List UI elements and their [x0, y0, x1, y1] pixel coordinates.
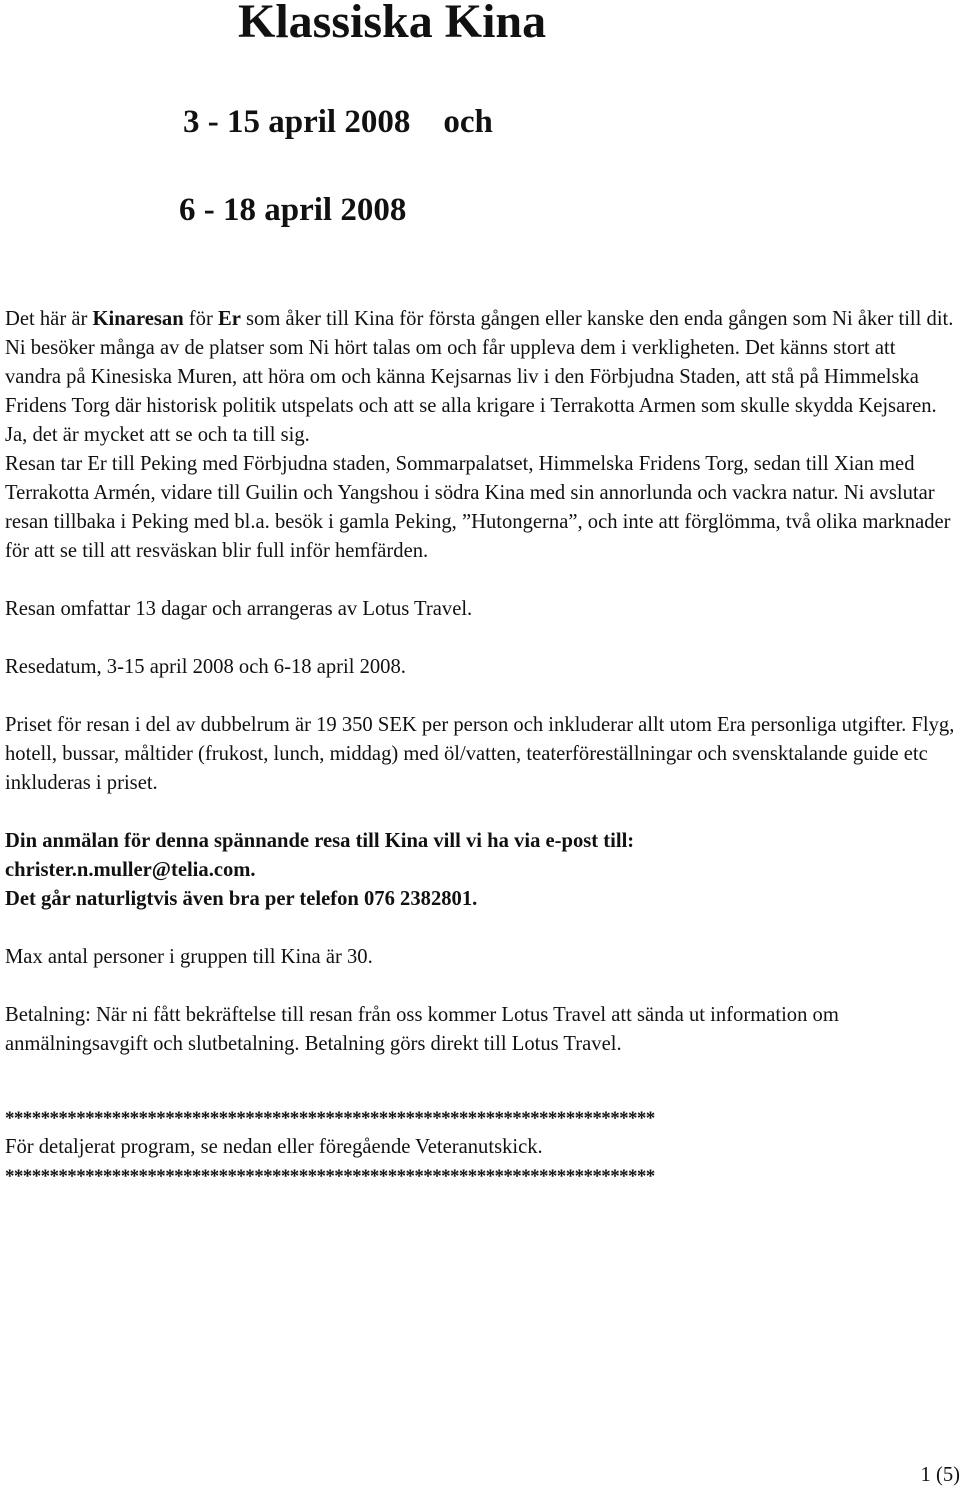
- document-body: [5, 305, 955, 1191]
- date-line-first: 3 - 15 april 2008 och: [183, 104, 493, 140]
- max-persons-paragraph: Max antal personer i gruppen till Kina är 30.: [5, 946, 373, 968]
- duration-paragraph: Resan omfattar 13 dagar och arrangeras av Lotus Travel.: [5, 598, 473, 620]
- registration-email[interactable]: christer.n.muller@telia.com.: [5, 859, 256, 881]
- intro-text-2: för: [183, 308, 218, 330]
- program-note: För detaljerat program, se nedan eller föregående Veteranutskick.: [5, 1136, 543, 1158]
- separator-stars-top: *************************************************************************: [5, 1108, 655, 1129]
- travel-dates-paragraph: Resedatum, 3-15 april 2008 och 6-18 april 2008.: [5, 656, 406, 678]
- registration-block: [5, 827, 955, 914]
- registration-phone: Det går naturligtvis även bra per telefon 076 2382801.: [5, 888, 478, 910]
- page-number: 1 (5): [920, 1464, 960, 1486]
- intro-text-1: Det här är: [5, 308, 93, 330]
- registration-line: Din anmälan för denna spännande resa till Kina vill vi ha via e-post till:: [5, 830, 635, 852]
- intro-kinaresan: Kinaresan: [92, 308, 184, 330]
- intro-er: Er: [217, 308, 241, 330]
- document-title: Klassiska Kina: [238, 0, 547, 48]
- separator-stars-bottom: *************************************************************************: [5, 1166, 655, 1187]
- route-paragraph: Resan tar Er till Peking med Förbjudna staden, Sommarpalatset, Himmelska Fridens Torg, sedan till Xian med Terrakotta Armén, vidare till Guilin och Yangshou i södra Kina med sin annorlunda och vackra natur. Ni avslutar resan tillbaka i Peking med bl.a. besök i gamla Peking, ”Hutongerna”, och inte att förglömma, två olika marknader för att se till att resväskan blir full inför hemfärden.: [5, 453, 951, 562]
- intro-text-3: som åker till Kina för första gången eller kanske den enda gången som Ni åker till dit. Ni besöker många av de platser som Ni hört talas om och får uppleva dem i verkligheten. Det känns stort att vandra på Kinesiska Muren, att höra om och känna Kejsarnas liv i den Förbjudna Staden, att stå på Himmelska Fridens Torg där historisk politik utspelats och att se alla krigare i Terrakotta Armen som skulle skydda Kejsaren. Ja, det är mycket att se och ta till sig.: [5, 308, 954, 446]
- payment-paragraph: Betalning: När ni fått bekräftelse till resan från oss kommer Lotus Travel att sända ut information om anmälningsavgift och slutbetalning. Betalning görs direkt till Lotus Travel.: [5, 1004, 839, 1055]
- date-line-second: 6 - 18 april 2008: [179, 192, 407, 228]
- intro-paragraph: [5, 305, 955, 450]
- price-paragraph: Priset för resan i del av dubbelrum är 19 350 SEK per person och inkluderar allt utom Era personliga utgifter. Flyg, hotell, bussar, måltider (frukost, lunch, middag) med öl/vatten, teaterföreställningar och svensktalande guide etc inkluderas i priset.: [5, 714, 955, 794]
